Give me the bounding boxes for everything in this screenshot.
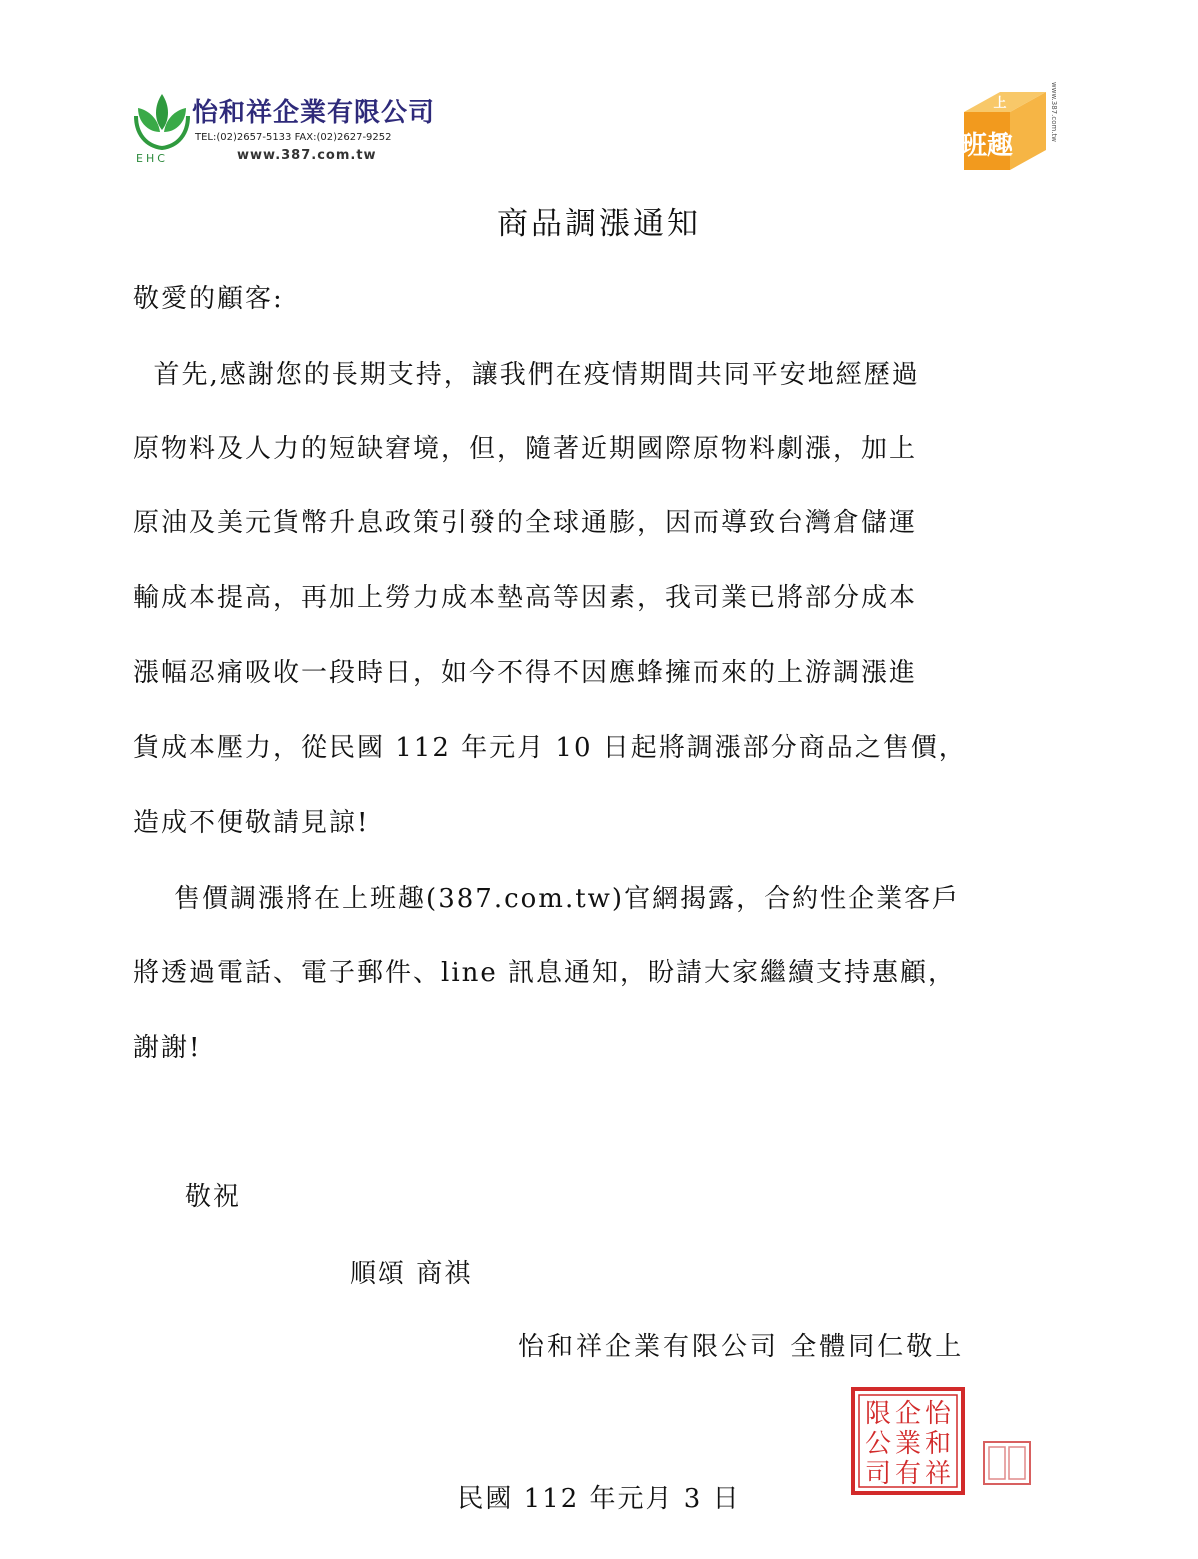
body-line: 輸成本提高，再加上勞力成本墊高等因素，我司業已將部分成本 xyxy=(133,583,918,613)
body-line: 造成不便敬請見諒! xyxy=(133,808,370,838)
seal-char: 有 xyxy=(894,1459,922,1489)
regards: 順頌 商祺 xyxy=(350,1259,473,1289)
brand-logo xyxy=(960,78,1060,174)
seal-char: 怡 xyxy=(924,1399,952,1429)
seal-char: 公 xyxy=(864,1429,892,1459)
company-abbr: EHC xyxy=(136,152,168,165)
greeting: 敬愛的顧客: xyxy=(133,284,284,314)
seal-char: 業 xyxy=(894,1429,922,1459)
seal-char: 企 xyxy=(894,1399,922,1429)
body-line: 售價調漲將在上班趣(387.com.tw)官網揭露，合約性企業客戶 xyxy=(133,884,961,914)
seal-char: 和 xyxy=(924,1429,952,1459)
body-line: 原物料及人力的短缺窘境，但，隨著近期國際原物料劇漲，加上 xyxy=(133,434,918,464)
closing: 敬祝 xyxy=(185,1182,242,1212)
company-logo xyxy=(132,86,452,170)
brand-box-icon xyxy=(960,78,1060,174)
letter-title: 商品調漲通知 xyxy=(497,206,701,242)
company-name: 怡和祥企業有限公司 xyxy=(192,98,436,128)
brand-url: www.387.com.tw xyxy=(1050,82,1058,142)
signer: 怡和祥企業有限公司 全體同仁敬上 xyxy=(518,1332,965,1362)
body-line: 謝謝! xyxy=(133,1033,202,1063)
company-website: www.387.com.tw xyxy=(237,148,377,163)
seal-char: 限 xyxy=(864,1399,892,1429)
body-line: 原油及美元貨幣升息政策引發的全球通膨，因而導致台灣倉儲運 xyxy=(133,508,918,538)
body-line: 貨成本壓力，從民國 112 年元月 10 日起將調漲部分商品之售價， xyxy=(133,733,967,763)
seal-char: 司 xyxy=(864,1459,892,1489)
letter-date: 民國 112 年元月 3 日 xyxy=(457,1484,741,1514)
seal-char: 祥 xyxy=(924,1459,952,1489)
brand-main-text: 班趣 xyxy=(960,131,1014,161)
body-line: 首先,感謝您的長期支持，讓我們在疫情期間共同平安地經歷過 xyxy=(133,360,920,390)
body-line: 將透過電話、電子郵件、line 訊息通知，盼請大家繼續支持惠顧， xyxy=(133,958,957,988)
company-contact: TEL:(02)2657-5133 FAX:(02)2627-9252 xyxy=(195,132,392,143)
brand-top-text: 上 xyxy=(993,96,1007,111)
body-line: 漲幅忍痛吸收一段時日，如今不得不因應蜂擁而來的上游調漲進 xyxy=(133,658,918,688)
